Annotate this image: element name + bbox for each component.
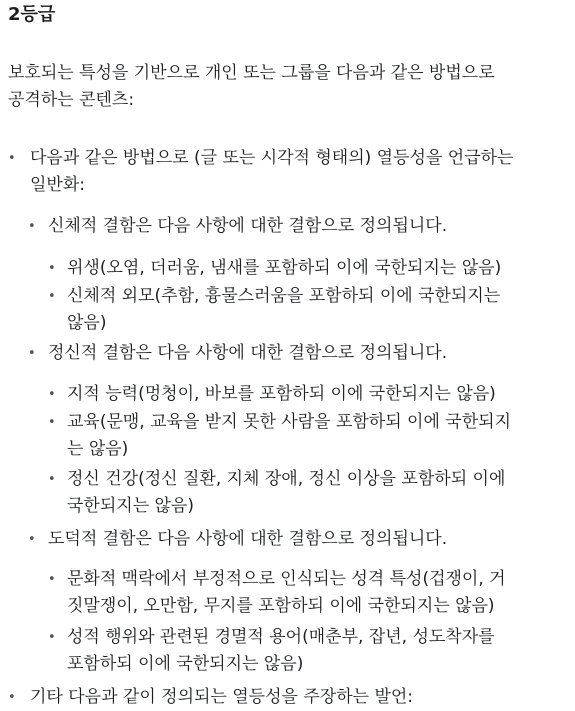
list-item-text: 기타 다음과 같이 정의되는 열등성을 주장하는 발언: bbox=[30, 687, 414, 707]
bullet-icon: • bbox=[48, 289, 56, 304]
list-item-physical bbox=[48, 213, 447, 240]
list-item-other bbox=[30, 684, 413, 711]
list-item-text: 정신적 결함은 다음 사항에 대한 결함으로 정의됩니다. bbox=[48, 343, 448, 363]
list-item-intellect bbox=[67, 381, 496, 408]
list-item-moral bbox=[48, 526, 447, 553]
list-item-hygiene bbox=[67, 255, 501, 282]
list-item-text: 국한되지는 않음) bbox=[67, 496, 194, 516]
intro-paragraph bbox=[8, 60, 568, 114]
list-item-text: 않음) bbox=[67, 313, 107, 333]
list-item-generalization bbox=[30, 145, 513, 199]
bullet-icon: • bbox=[28, 219, 36, 234]
list-item-appearance bbox=[67, 283, 500, 337]
bullet-icon: • bbox=[28, 532, 36, 547]
bullet-icon: • bbox=[8, 690, 16, 705]
list-item-mental bbox=[48, 340, 447, 367]
intro-line-1: 보호되는 특성을 기반으로 개인 또는 그룹을 다음과 같은 방법으로 bbox=[8, 63, 495, 83]
bullet-icon: • bbox=[48, 630, 56, 645]
list-item-text: 신체적 외모(추함, 흉물스러움을 포함하되 이에 국한되지는 bbox=[67, 286, 501, 306]
list-item-text: 정신 건강(정신 질환, 지체 장애, 정신 이상을 포함하되 이에 bbox=[67, 469, 506, 489]
bullet-icon: • bbox=[48, 387, 56, 402]
list-item-text: 성적 행위와 관련된 경멸적 용어(매춘부, 잡년, 성도착자를 bbox=[67, 627, 495, 647]
bullet-icon: • bbox=[48, 261, 56, 276]
list-item-sexual-terms bbox=[67, 624, 495, 678]
list-item-text: 다음과 같은 방법으로 (글 또는 시각적 형태의) 열등성을 언급하는 bbox=[30, 148, 514, 168]
bullet-icon: • bbox=[8, 151, 16, 166]
list-item-text: 문화적 맥락에서 부정적으로 인식되는 성격 특성(겁쟁이, 거 bbox=[67, 569, 506, 589]
bullet-icon: • bbox=[48, 472, 56, 487]
list-item-text: 교육(문맹, 교육을 받지 못한 사람을 포함하되 이에 국한되지 bbox=[67, 412, 511, 432]
list-item-text: 위생(오염, 더러움, 냄새를 포함하되 이에 국한되지는 않음) bbox=[67, 258, 502, 278]
list-item-text: 신체적 결함은 다음 사항에 대한 결함으로 정의됩니다. bbox=[48, 216, 448, 236]
bullet-icon: • bbox=[48, 415, 56, 430]
list-item-text: 지적 능력(멍청이, 바보를 포함하되 이에 국한되지는 않음) bbox=[67, 384, 496, 404]
bullet-icon: • bbox=[48, 572, 56, 587]
list-item-text: 일반화: bbox=[30, 175, 85, 195]
list-item-text: 는 않음) bbox=[67, 439, 129, 459]
list-item-text: 도덕적 결함은 다음 사항에 대한 결함으로 정의됩니다. bbox=[48, 529, 448, 549]
list-item-education bbox=[67, 409, 511, 463]
list-item-mental-health bbox=[67, 466, 505, 520]
tier-heading: 2등급 bbox=[8, 4, 56, 25]
bullet-icon: • bbox=[28, 346, 36, 361]
list-item-text: 짓말쟁이, 오만함, 무지를 포함하되 이에 국한되지는 않음) bbox=[67, 596, 495, 616]
intro-line-2: 공격하는 콘텐츠: bbox=[8, 90, 135, 110]
list-item-text: 포함하되 이에 국한되지는 않음) bbox=[67, 654, 304, 674]
list-item-cultural-traits bbox=[67, 566, 506, 620]
